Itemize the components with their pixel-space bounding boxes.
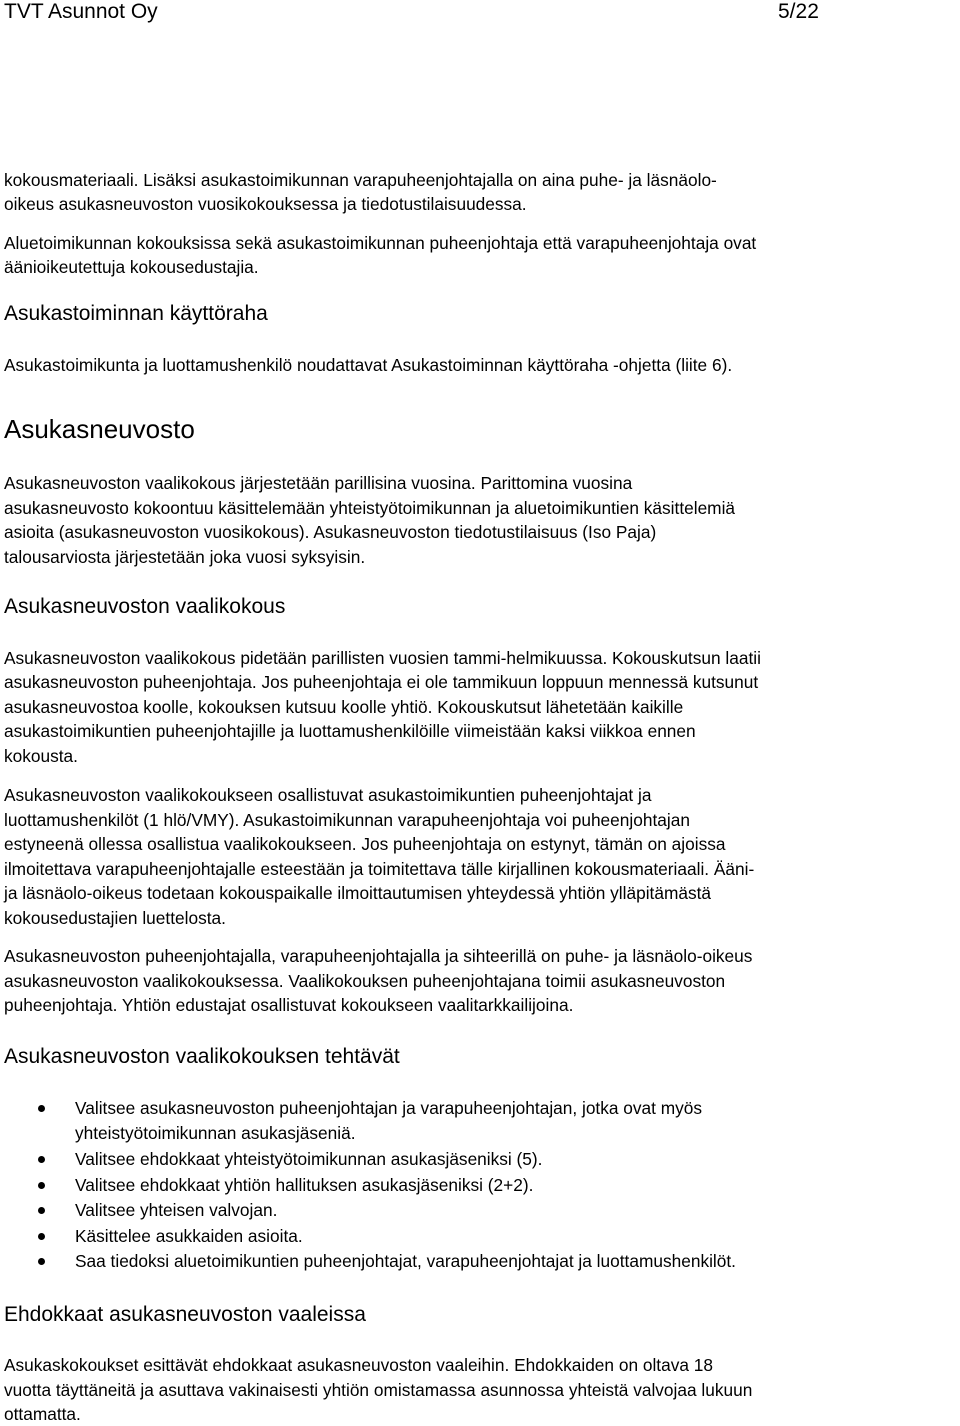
text-line: kokousmateriaali. Lisäksi asukastoimikunnan varapuheenjohtajalla on aina puhe- ja läsnäolo- [4,170,717,190]
bullet-icon [38,1258,45,1265]
section-heading: Asukastoiminnan käyttöraha [4,302,268,325]
text-line: Aluetoimikunnan kokouksissa sekä asukastoimikunnan puheenjohtaja että varapuheenjohtaja ovat [4,233,757,253]
text-line: talousarviosta järjestetään joka vuosi syksyisin. [4,547,366,567]
list-item-text: Valitsee ehdokkaat yhtiön hallituksen asukasjäseniksi (2+2). [75,1175,534,1195]
header-page-number: 5/22 [778,0,819,23]
text-line: ottamatta. [4,1404,81,1424]
section-heading: Ehdokkaat asukasneuvoston vaaleissa [4,1303,366,1326]
text-line: kokousta. [4,746,78,766]
section-heading: Asukasneuvoston vaalikokous [4,595,286,618]
text-line: oikeus asukasneuvoston vuosikokouksessa ja tiedotustilaisuudessa. [4,194,527,214]
text-line: Asukasneuvoston vaalikokous järjestetään parillisina vuosina. Parittomina vuosina [4,473,633,493]
text-line: Asukasneuvoston puheenjohtajalla, varapuheenjohtajalla ja sihteerillä on puhe- ja läsnäolo-oikeus [4,946,753,966]
list-item-text: Valitsee ehdokkaat yhteistyötoimikunnan asukasjäseniksi (5). [75,1149,543,1169]
text-line: asukastoimikuntien puheenjohtajille ja luottamushenkilöille viimeistään kaksi viikkoa ennen [4,721,696,741]
text-line: asioita (asukasneuvoston vuosikokous). Asukasneuvoston tiedotustilaisuus (Iso Paja) [4,522,657,542]
bullet-icon [38,1156,45,1163]
text-line: Asukasneuvoston vaalikokoukseen osallistuvat asukastoimikuntien puheenjohtajat ja [4,785,652,805]
text-line: asukasneuvoston puheenjohtaja. Jos puheenjohtaja ei ole tammikuun loppuun mennessä kutsunut [4,672,759,692]
text-line: asukasneuvoston vaalikokouksessa. Vaalikokouksen puheenjohtajana toimii asukasneuvoston [4,971,726,991]
text-line: kokousedustajien luettelosta. [4,908,226,928]
section-heading: Asukasneuvoston vaalikokouksen tehtävät [4,1045,400,1068]
text-line: vuotta täyttäneitä ja asuttava vakinaisesti yhtiön omistamassa asunnossa yhteistä valvojaa lukuun [4,1380,753,1400]
list-item-text: Valitsee yhteisen valvojan. [75,1200,278,1220]
text-line: äänioikeutettuja kokousedustajia. [4,257,259,277]
text-line: Asukastoimikunta ja luottamushenkilö noudattavat Asukastoiminnan käyttöraha -ohjetta (liite 6). [4,355,733,375]
text-line: estyneenä ollessa osallistua vaalikokoukseen. Jos puheenjohtaja on estynyt, tämän on ajoissa [4,834,726,854]
text-line: Asukaskokoukset esittävät ehdokkaat asukasneuvoston vaaleihin. Ehdokkaiden on oltava 18 [4,1355,713,1375]
bullet-icon [38,1233,45,1240]
text-line: Asukasneuvoston vaalikokous pidetään parillisten vuosien tammi-helmikuussa. Kokouskutsun laatii [4,648,761,668]
text-line: ilmoitettava varapuheenjohtajalle esteestään ja toimitettava tälle kirjallinen kokousmateriaali. Ääni- [4,859,755,879]
list-item-text: yhteistyötoimikunnan asukasjäseniä. [75,1123,356,1143]
list-item-text: Käsittelee asukkaiden asioita. [75,1226,303,1246]
section-heading: Asukasneuvosto [4,414,195,444]
text-line: puheenjohtaja. Yhtiön edustajat osallistuvat kokoukseen vaalitarkkailijoina. [4,995,574,1015]
list-item-text: Saa tiedoksi aluetoimikuntien puheenjohtajat, varapuheenjohtajat ja luottamushenkilöt. [75,1251,736,1271]
bullet-icon [38,1105,45,1112]
text-line: asukasneuvosto kokoontuu käsittelemään yhteistyötoimikunnan ja aluetoimikuntien käsittelemiä [4,498,736,518]
bullet-icon [38,1182,45,1189]
text-line: asukasneuvostoa koolle, kokouksen kutsuu koolle yhtiö. Kokouskutsut lähetetään kaikille [4,697,684,717]
bullet-icon [38,1207,45,1214]
header-company: TVT Asunnot Oy [4,0,158,23]
list-item-text: Valitsee asukasneuvoston puheenjohtajan ja varapuheenjohtajan, jotka ovat myös [75,1098,703,1118]
text-line: luottamushenkilöt (1 hlö/VMY). Asukastoimikunnan varapuheenjohtaja voi puheenjohtajan [4,810,690,830]
text-line: ja läsnäolo-oikeus todetaan kokouspaikalle ilmoittautumisen yhteydessä yhtiön ylläpitämästä [4,883,712,903]
